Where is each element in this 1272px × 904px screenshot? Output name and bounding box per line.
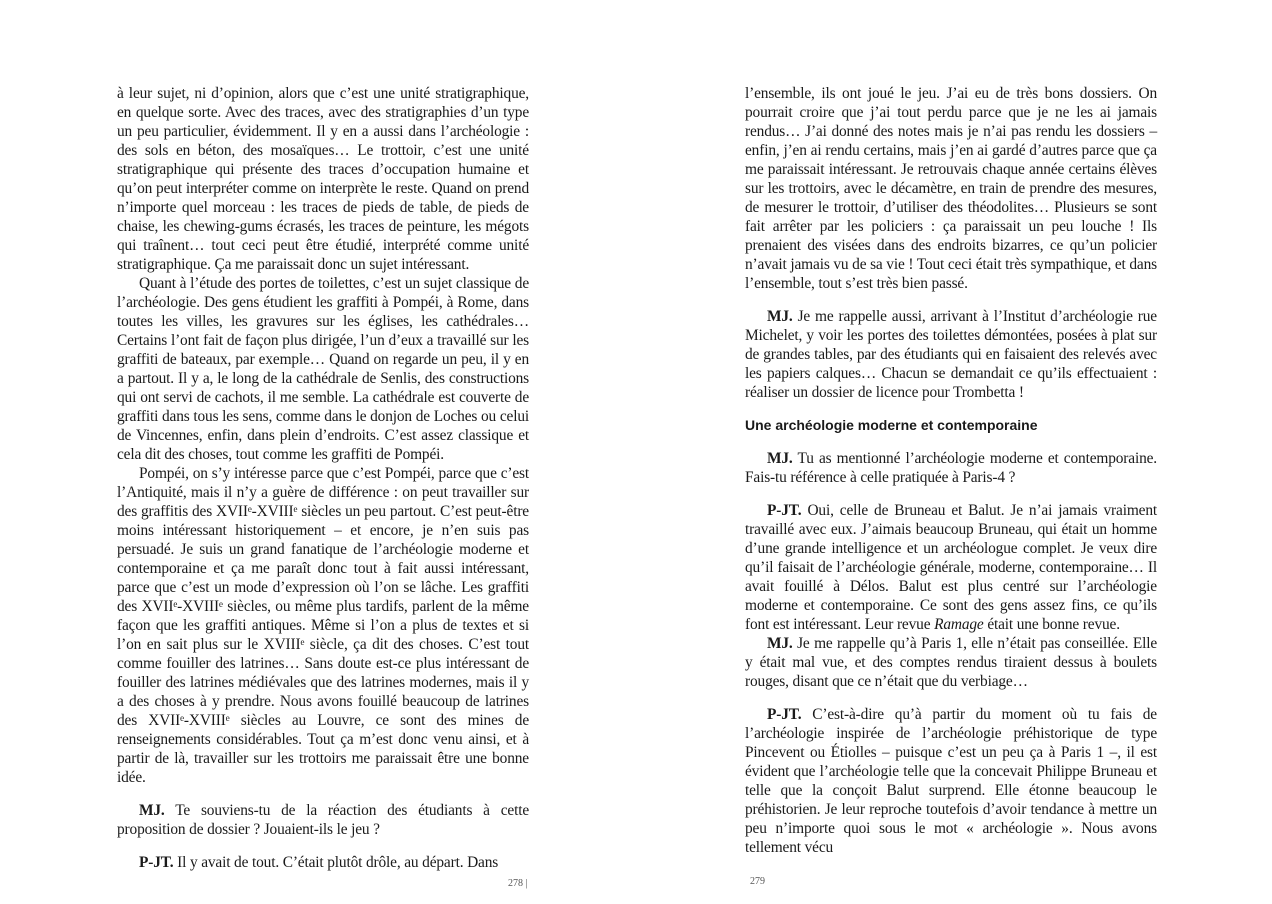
paragraph: l’ensemble, ils ont joué le jeu. J’ai eu de très bons dossiers. On pourrait croire que j’ai tout perdu parce que je ne les ai jamais rendus… J’ai donné des notes mais je n’ai pas rendu les dossiers – enfin, j’en ai rendu certains, mais j’en ai gardé d’autres parce que ça me paraissait intéressant. Je retrouvais chaque année certains élèves sur les trottoirs, avec le décamètre, en train de prendre des mesures, de mesurer le trottoir, d’utiliser des théodolites… Plusieurs se sont fait arrêter par les policiers : ça paraissait un peu louche ! Ils prenaient des visées dans des endroits bizarres, ce qu’un policier n’avait jamais vu de sa vie ! Tout ceci était très sympathique, et dans l’ensemble, tout s’est très bien passé.	[745, 85, 1157, 292]
paragraph-pjt	[745, 501, 1157, 634]
speaker-label: MJ.	[767, 635, 793, 652]
speaker-label: P-JT.	[139, 854, 174, 871]
paragraph-pjt	[745, 705, 1157, 857]
paragraph-text: était une bonne revue.	[983, 616, 1120, 633]
page-number-left: 278 |	[508, 878, 528, 889]
paragraph-mj	[745, 307, 1157, 402]
paragraph-mj	[745, 634, 1157, 691]
paragraph: Quant à l’étude des portes de toilettes, c’est un sujet classique de l’archéologie. Des gens étudient les graffiti à Pompéi, à Rome, dans toutes les villes, les gravures sur les églises, les cathédrales… Certains l’ont fait de façon plus dirigée, l’un d’eux a travaillé sur les graffiti de bateaux, par exemple… Quand on regarde un peu, il y en a partout. Il y a, le long de la cathédrale de Senlis, des constructions qui ont servi de cachots, il me semble. La cathédrale est couverte de graffiti dans tous les sens, comme dans le donjon de Loches ou celui de Vincennes, enfin, dans plein d’endroits. C’est assez classique et cela dit des choses, tout comme les graffiti de Pompéi.	[117, 275, 529, 463]
speaker-label: P-JT.	[767, 502, 802, 519]
speaker-label: P-JT.	[767, 706, 802, 723]
paragraph-text: Oui, celle de Bruneau et Balut. Je n’ai jamais vraiment travaillé avec eux. J’aimais beaucoup Bruneau, qui était un homme d’une grande intelligence et un archéologue complet. Je veux dire qu’il faisait de l’archéologie générale, moderne, contemporaine… Il avait fouillé à Délos. Balut est plus centré sur l’archéologie moderne et contemporaine. Ce sont des gens assez fins, ce qu’ils font est intéressant. Leur revue	[745, 502, 1157, 633]
page-number-right: 279	[750, 876, 765, 887]
speaker-label: MJ.	[139, 802, 165, 819]
speaker-label: MJ.	[767, 308, 793, 325]
paragraph-text: Je me rappelle qu’à Paris 1, elle n’était pas conseillée. Elle y était mal vue, et des comptes rendus tiraient dessus à boulets rouges, disant que ce n’était que du verbiage…	[745, 635, 1157, 690]
paragraph-mj	[117, 801, 529, 839]
paragraph-mj	[745, 449, 1157, 487]
paragraph-text: Tu as mentionné l’archéologie moderne et contemporaine. Fais-tu référence à celle pratiquée à Paris-4 ?	[745, 450, 1157, 486]
paragraph-text: Il y avait de tout. C’était plutôt drôle, au départ. Dans	[173, 854, 499, 871]
journal-title: Ramage	[934, 616, 984, 633]
paragraph: Pompéi, on s’y intéresse parce que c’est Pompéi, parce que c’est l’Antiquité, mais il n’y a guère de différence : on peut travailler sur des graffitis des XVIIᵉ-XVIIIᵉ siècles un peu partout. C’est peut-être moins intéressant historiquement – et encore, je n’en suis pas persuadé. Je suis un grand fanatique de l’archéologie moderne et contemporaine et ça me paraît donc tout à fait aussi intéressant, parce que c’est un mode d’expression où l’on se lâche. Les graffiti des XVIIᵉ-XVIIIᵉ siècles, ou même plus tardifs, parlent de la même façon que les graffiti antiques. Même si l’on a plus de textes et si l’on en sait plus sur le XVIIIᵉ siècle, ça dit des choses. C’est tout comme fouiller des latrines… Sans doute est-ce plus intéressant de fouiller des latrines médiévales que des latrines modernes, mais il y a des choses à y prendre. Nous avons fouillé beaucoup de latrines des XVIIᵉ-XVIIIᵉ siècles au Louvre, ce sont des mines de renseignements considérables. Tout ça m’est donc venu ainsi, et à partir de là, travailler sur les trottoirs me paraissait être une bonne idée.	[117, 465, 529, 786]
right-page	[745, 84, 1157, 857]
left-page	[117, 84, 529, 872]
paragraph: à leur sujet, ni d’opinion, alors que c’est une unité stratigraphique, en quelque sorte. Avec des traces, avec des stratigraphies d’un type un peu particulier, évidemment. Il y en a aussi dans l’archéologie : des sols en béton, des mosaïques… Le trottoir, c’est une unité stratigraphique qui présente des traces d’occupation humaine et qu’on peut interpréter comme on interprète le reste. Quand on prend n’importe quel morceau : les traces de pieds de table, de pieds de chaise, les chewing-gums écrasés, les traces de peinture, les mégots qui traînent… tout ceci peut être étudié, interprété comme unité stratigraphique. Ça me paraissait donc un sujet intéressant.	[117, 85, 529, 273]
paragraph-text: C’est-à-dire qu’à partir du moment où tu fais de l’archéologie inspirée de l’archéologie préhistorique de type Pincevent ou Étiolles – puisque c’est un peu ça à Paris 1 –, il est évident que l’archéologie telle que la concevait Philippe Bruneau et telle que la conçoit Balut surprend. Elle étonne beaucoup le préhistorien. Je leur reproche toutefois d’avoir tendance à mettre un peu n’importe quoi sous le mot « archéologie ». Nous avons tellement vécu	[745, 706, 1157, 856]
section-heading: Une archéologie moderne et contemporaine	[745, 417, 1038, 433]
paragraph-text: Te souviens-tu de la réaction des étudiants à cette proposition de dossier ? Jouaient-ils le jeu ?	[117, 802, 529, 838]
speaker-label: MJ.	[767, 450, 793, 467]
paragraph-pjt	[117, 853, 529, 872]
paragraph-text: Je me rappelle aussi, arrivant à l’Institut d’archéologie rue Michelet, y voir les portes des toilettes démontées, posées à plat sur de grandes tables, par des étudiants qui en faisaient des relevés avec les papiers calques… Chacun se demandait ce qu’ils effectuaient : réaliser un dossier de licence pour Trombetta !	[745, 308, 1157, 401]
